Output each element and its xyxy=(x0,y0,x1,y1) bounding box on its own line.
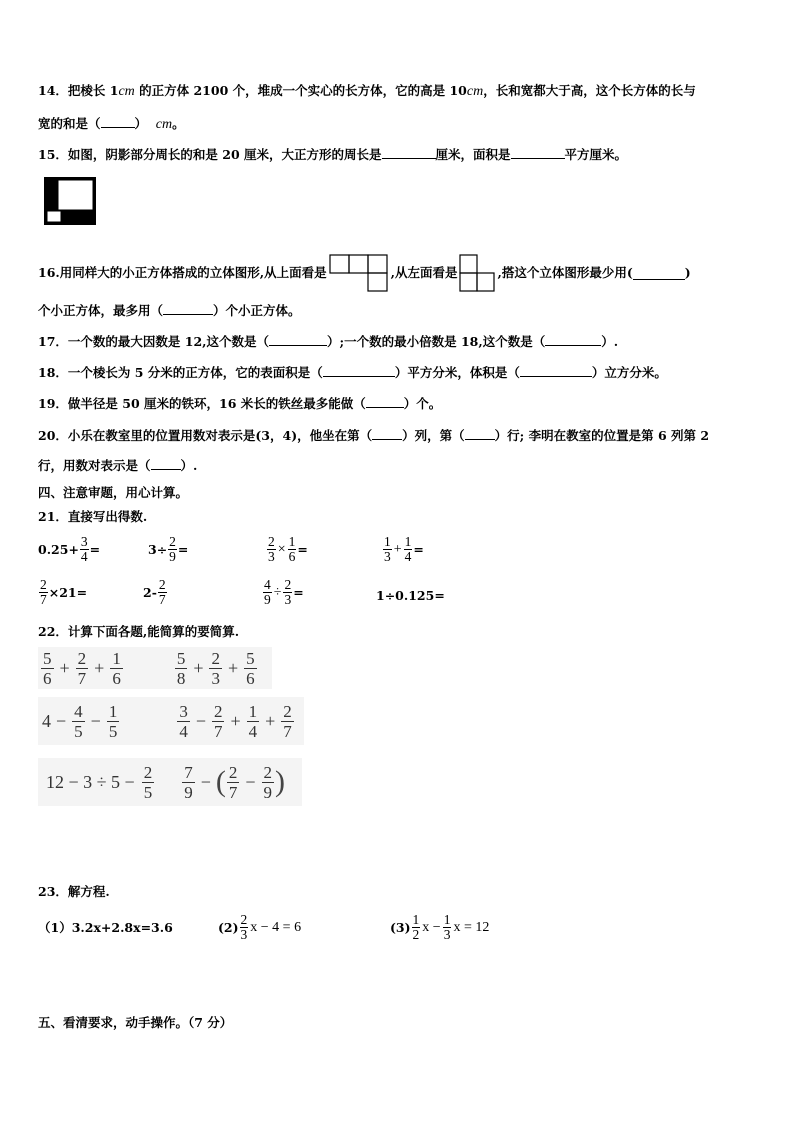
operator: + xyxy=(59,657,70,678)
q21-problem-7 xyxy=(262,578,304,607)
fraction xyxy=(76,649,89,688)
operator: − xyxy=(195,710,206,731)
q16-blank-max[interactable] xyxy=(163,301,213,315)
denominator: 7 xyxy=(158,592,166,607)
denominator: 4 xyxy=(248,721,258,741)
denominator: 7 xyxy=(228,782,238,802)
fraction xyxy=(142,763,155,802)
denominator: 6 xyxy=(246,668,255,688)
operator: + xyxy=(193,657,204,678)
numerator: 2 xyxy=(213,701,223,721)
q14-text-d: 宽的和是（ xyxy=(38,116,101,131)
numerator: 2 xyxy=(283,701,292,721)
q15-blank-area[interactable] xyxy=(511,145,565,159)
q21-p7-equals: = xyxy=(293,585,304,600)
denominator: 6 xyxy=(288,549,296,564)
fraction xyxy=(240,913,249,942)
q21-p5-suffix: ×21= xyxy=(48,585,88,600)
q22-expression-row-1 xyxy=(38,647,272,689)
numerator: 1 xyxy=(412,912,420,927)
question-20-line-1 xyxy=(38,426,709,445)
denominator: 6 xyxy=(112,668,121,688)
denominator: 3 xyxy=(211,668,220,688)
operator: + xyxy=(393,541,402,557)
q23-equation-3 xyxy=(390,913,490,942)
numerator: 1 xyxy=(288,534,296,549)
numerator: 7 xyxy=(184,762,193,782)
fraction xyxy=(404,535,413,564)
fraction xyxy=(39,578,48,607)
operator: × xyxy=(277,541,286,557)
q15-shaded-square-figure xyxy=(44,177,96,225)
operator: − xyxy=(200,771,211,792)
fraction xyxy=(80,535,89,564)
q17-text-b: ）;一个数的最小倍数是 18,这个数是（ xyxy=(327,334,546,349)
q20-text-d: 行，用数对表示是（ xyxy=(38,458,151,473)
q14-text-f: 。 xyxy=(172,116,185,131)
operator: + xyxy=(227,657,239,678)
q21-p2-prefix: 3÷ xyxy=(148,542,168,557)
q14-text-e: ） xyxy=(134,116,148,131)
q21-problem-4 xyxy=(382,535,424,564)
q21-p3-equals: = xyxy=(297,542,308,557)
q21-p2-equals: = xyxy=(177,542,189,557)
denominator: 9 xyxy=(184,782,193,802)
question-14-line-1 xyxy=(38,82,696,101)
fraction xyxy=(168,535,177,564)
question-22-title: 22．计算下面各题,能简算的要简算. xyxy=(38,624,240,639)
equation-text: （1）3.2x+2.8x=3.6 xyxy=(38,920,173,935)
fraction xyxy=(412,913,421,942)
q22-expression-row-2 xyxy=(38,697,304,745)
denominator: 7 xyxy=(213,721,223,741)
numerator: 2 xyxy=(158,577,166,592)
denominator: 4 xyxy=(404,549,412,564)
numerator: 2 xyxy=(284,577,292,592)
fraction xyxy=(267,535,276,564)
fraction xyxy=(182,763,195,802)
q18-blank-volume[interactable] xyxy=(520,363,592,377)
numerator: 2 xyxy=(169,534,176,549)
q20-blank-pair[interactable] xyxy=(151,456,181,470)
fraction xyxy=(110,649,123,688)
q15-blank-perimeter[interactable] xyxy=(382,145,436,159)
question-15-line xyxy=(38,145,627,164)
q18-text-c: ）立方分米。 xyxy=(591,365,667,380)
denominator: 5 xyxy=(108,721,118,741)
q14-text-b: 的正方体 2100 个，堆成一个实心的长方体，它的高是 10 xyxy=(134,83,467,98)
left-view-figure xyxy=(459,254,495,292)
fraction xyxy=(212,702,225,741)
operator: − xyxy=(56,710,67,731)
numerator: 4 xyxy=(264,577,271,592)
denominator: 3 xyxy=(443,927,451,942)
fraction xyxy=(247,702,260,741)
operator: + xyxy=(94,657,105,678)
fraction xyxy=(158,578,167,607)
numerator: 2 xyxy=(268,534,275,549)
denominator: 2 xyxy=(412,927,420,942)
fraction xyxy=(244,649,257,688)
q19-blank[interactable] xyxy=(366,394,404,408)
q17-blank-1[interactable] xyxy=(269,332,327,346)
q20-text-a: 20．小乐在教室里的位置用数对表示是(3，4)，他坐在第（ xyxy=(38,428,373,443)
denominator: 7 xyxy=(77,668,87,688)
numerator: 2 xyxy=(40,577,47,592)
numerator: 2 xyxy=(143,762,153,782)
denominator: 3 xyxy=(384,549,391,564)
operator: ÷ xyxy=(273,584,282,600)
q17-blank-2[interactable] xyxy=(545,332,601,346)
q14-text-a: 14．把棱长 1 xyxy=(38,83,119,98)
q21-p1-equals: = xyxy=(89,542,101,557)
numerator: 1 xyxy=(112,648,121,668)
fraction xyxy=(72,702,85,741)
q21-problem-8 xyxy=(376,588,445,603)
numerator: 1 xyxy=(404,534,412,549)
numerator: 5 xyxy=(176,648,186,668)
numerator: 2 xyxy=(228,762,238,782)
question-16-line-2 xyxy=(38,301,301,320)
q15-text-c: 平方厘米。 xyxy=(564,147,628,162)
top-view-figure xyxy=(329,254,389,292)
denominator: 9 xyxy=(169,549,176,564)
fraction xyxy=(288,535,297,564)
question-20-line-2 xyxy=(38,456,197,475)
numerator: 5 xyxy=(43,648,52,668)
q21-problem-3 xyxy=(266,535,308,564)
q21-problem-1 xyxy=(38,535,100,564)
numerator: 1 xyxy=(248,701,258,721)
fraction xyxy=(41,649,54,688)
q14-answer-blank[interactable] xyxy=(101,114,135,128)
question-23-title: 23．解方程. xyxy=(38,884,110,899)
q21-problem-6 xyxy=(143,578,168,607)
fraction xyxy=(283,578,292,607)
numerator: 1 xyxy=(384,534,391,549)
denominator: 7 xyxy=(283,721,292,741)
fraction xyxy=(209,649,222,688)
operator: − xyxy=(90,710,101,731)
q16-text-f: ）个小正方体。 xyxy=(213,303,301,318)
numerator: 3 xyxy=(80,534,88,549)
left-parenthesis: ( xyxy=(215,765,226,798)
expression-prefix: 12 − 3 ÷ 5 − xyxy=(46,771,135,792)
numerator: 5 xyxy=(246,648,255,668)
q15-text-a: 15．如图，阴影部分周长的和是 20 厘米，大正方形的周长是 xyxy=(38,147,382,162)
q22-expression-row-3 xyxy=(38,758,302,806)
q21-problem-5 xyxy=(38,578,87,607)
q18-blank-area[interactable] xyxy=(323,363,395,377)
q17-text-c: ）. xyxy=(601,334,619,349)
denominator: 6 xyxy=(43,668,52,688)
q23-equation-2 xyxy=(218,913,302,942)
numerator: 2 xyxy=(240,912,248,927)
q18-text-b: ）平方分米，体积是（ xyxy=(394,365,520,380)
q20-text-c: ）行; 李明在教室的位置是第 6 列第 2 xyxy=(494,428,710,443)
q14-unit-2: cm xyxy=(466,84,484,99)
q20-blank-column[interactable] xyxy=(372,426,402,440)
numerator: 1 xyxy=(108,701,118,721)
fraction xyxy=(443,913,452,942)
fraction xyxy=(227,763,240,802)
operator: − xyxy=(245,771,256,792)
q21-p1-prefix: 0.25+ xyxy=(38,542,79,557)
q20-blank-row[interactable] xyxy=(465,426,495,440)
equation-number: (2) xyxy=(218,920,239,935)
question-21-title: 21．直接写出得数. xyxy=(38,509,148,524)
fraction xyxy=(107,702,120,741)
q21-problem-2 xyxy=(148,535,188,564)
numerator: 2 xyxy=(211,648,220,668)
q20-text-b: ）列，第（ xyxy=(402,428,465,443)
numerator: 3 xyxy=(179,701,188,721)
question-17-line xyxy=(38,332,618,351)
denominator: 4 xyxy=(80,549,88,564)
q20-text-e: ）. xyxy=(180,458,198,473)
equation-middle: x − xyxy=(422,919,441,935)
equation-rest: x = 12 xyxy=(453,919,490,935)
denominator: 8 xyxy=(176,668,186,688)
q16-text-c: ,搭这个立体图形最少用( xyxy=(497,265,633,280)
q16-text-a: 16.用同样大的小正方体搭成的立体图形,从上面看是 xyxy=(38,265,327,280)
numerator: 2 xyxy=(77,648,87,668)
fraction xyxy=(262,763,275,802)
fraction xyxy=(281,702,294,741)
q16-blank-min[interactable] xyxy=(633,266,685,280)
right-parenthesis: ) xyxy=(275,765,285,798)
denominator: 3 xyxy=(268,549,275,564)
q14-unit-1: cm xyxy=(118,84,135,99)
equation-rest: x − 4 = 6 xyxy=(250,919,302,935)
operator: + xyxy=(265,710,276,731)
denominator: 3 xyxy=(284,592,292,607)
fraction xyxy=(177,702,190,741)
equation-number: (3) xyxy=(390,920,411,935)
section-4-heading: 四、注意审题，用心计算。 xyxy=(38,485,189,500)
numerator: 2 xyxy=(263,762,272,782)
q14-unit-3: cm xyxy=(155,117,173,132)
q19-text-b: ）个。 xyxy=(403,396,442,411)
q23-equation-1 xyxy=(38,918,173,936)
fraction xyxy=(263,578,272,607)
operator: + xyxy=(230,710,241,731)
question-18-line xyxy=(38,363,667,382)
fraction xyxy=(383,535,392,564)
q21-p6-prefix: 2- xyxy=(143,585,157,600)
question-19-line xyxy=(38,394,441,413)
q21-p4-equals: = xyxy=(413,542,424,557)
denominator: 9 xyxy=(263,782,272,802)
denominator: 5 xyxy=(143,782,153,802)
denominator: 9 xyxy=(264,592,271,607)
denominator: 4 xyxy=(179,721,188,741)
q19-text-a: 19．做半径是 50 厘米的铁环，16 米长的铁丝最多能做（ xyxy=(38,396,366,411)
q16-text-e: 个小正方体，最多用（ xyxy=(38,303,164,318)
fraction xyxy=(175,649,188,688)
question-16-line-1 xyxy=(38,254,691,292)
denominator: 7 xyxy=(40,592,47,607)
q18-text-a: 18．一个棱长为 5 分米的正方体，它的表面积是（ xyxy=(38,365,323,380)
q16-text-b: ,从左面看是 xyxy=(390,265,458,280)
q15-text-b: 厘米，面积是 xyxy=(435,147,511,162)
denominator: 3 xyxy=(240,927,248,942)
section-5-heading: 五、看清要求，动手操作。（7 分） xyxy=(38,1015,233,1030)
question-14-line-2 xyxy=(38,114,185,134)
numerator: 1 xyxy=(443,912,451,927)
numerator: 4 xyxy=(74,701,83,721)
denominator: 5 xyxy=(74,721,83,741)
whole-number: 4 xyxy=(42,710,51,731)
q21-p8-text: 1÷0.125= xyxy=(376,588,445,603)
q14-text-c: ，长和宽都大于高，这个长方体的长与 xyxy=(483,83,696,98)
q17-text-a: 17．一个数的最大因数是 12,这个数是（ xyxy=(38,334,269,349)
q16-text-d: ) xyxy=(684,265,691,280)
